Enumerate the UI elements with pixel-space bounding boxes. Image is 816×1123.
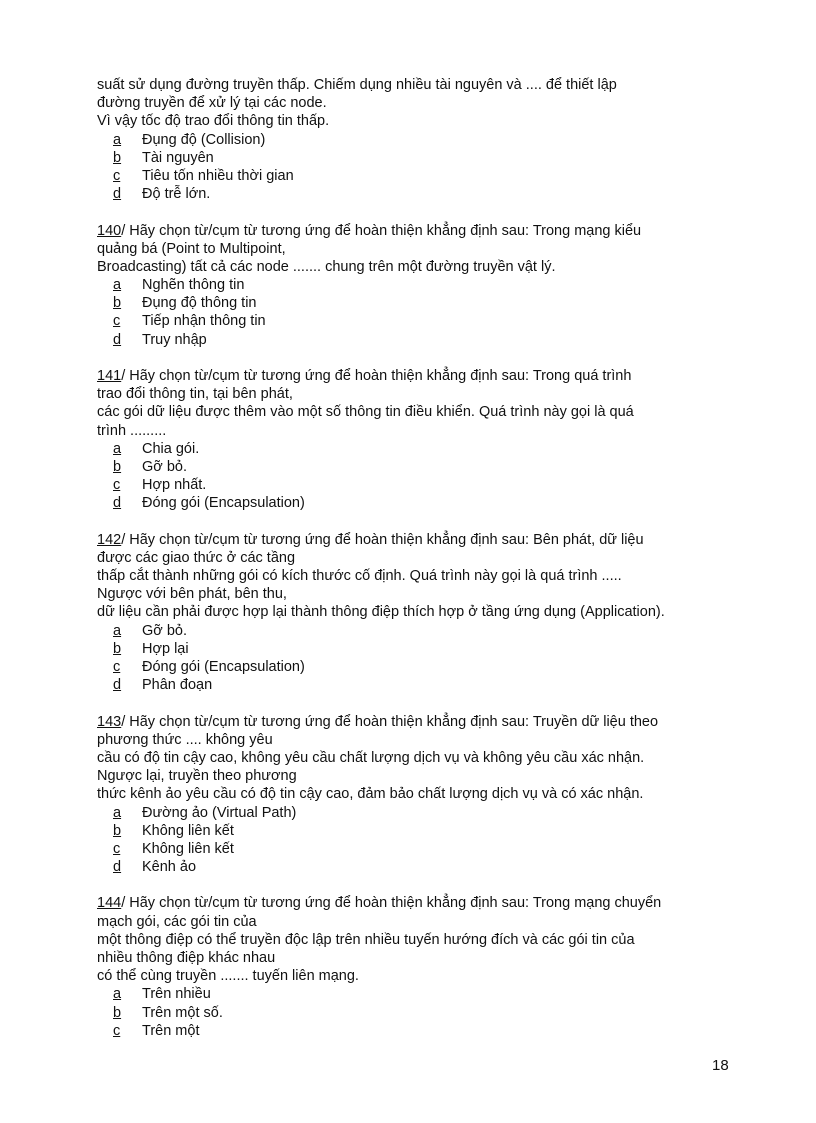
answer-option-b [97, 149, 737, 167]
answer-option-d [97, 676, 737, 694]
question-text: / Hãy chọn từ/cụm từ tương ứng để hoàn thiện khẳng định sau: Trong mạng kiểu [121, 222, 642, 239]
question-text-line: Vì vậy tốc độ trao đổi thông tin thấp. [97, 113, 330, 130]
option-text: Đóng gói (Encapsulation) [142, 495, 305, 512]
option-letter: b [113, 458, 122, 475]
option-text: Hợp lại [142, 640, 189, 657]
option-letter: b [113, 640, 122, 657]
option-letter: b [113, 149, 122, 166]
question-text-line [97, 531, 737, 549]
question-142 [97, 531, 737, 695]
question-text-line: quảng bá (Point to Multipoint, [97, 240, 286, 257]
question-text-line: nhiều thông điệp khác nhau [97, 950, 276, 966]
option-letter: c [113, 1022, 121, 1039]
question-number: 140 [97, 222, 122, 239]
question-143 [97, 713, 737, 877]
answer-option-d [97, 858, 737, 876]
question-141 [97, 367, 737, 513]
answer-option-d [97, 494, 737, 512]
document-page [97, 76, 737, 1058]
option-text: Gỡ bỏ. [142, 458, 187, 475]
option-letter: a [113, 622, 122, 639]
question-text-line: mạch gói, các gói tin của [97, 913, 257, 930]
question-number: 144 [97, 895, 122, 912]
question-140 [97, 222, 737, 349]
answer-option-d [97, 185, 737, 203]
answer-option-a [97, 276, 737, 294]
option-letter: c [113, 659, 121, 675]
option-letter: a [113, 804, 122, 821]
option-letter: b [113, 295, 122, 312]
answer-option-c [97, 840, 737, 858]
option-text: Đụng độ thông tin [142, 295, 257, 312]
option-text: Đóng gói (Encapsulation) [142, 659, 305, 675]
question-text-line: dữ liệu cần phải được hợp lại thành thông điệp thích hợp ở tầng ứng dụng (Application). [97, 604, 665, 621]
question-text-line: suất sử dụng đường truyền thấp. Chiếm dụng nhiều tài nguyên và .... để thiết lập [97, 77, 617, 93]
option-text: Trên nhiều [142, 986, 211, 1003]
option-letter: c [113, 167, 121, 184]
question-text-line [97, 713, 737, 731]
option-letter: a [113, 440, 122, 457]
answer-option-c [97, 167, 737, 185]
answer-option-b [97, 822, 737, 840]
option-text: Không liên kết [142, 840, 234, 857]
question-text-line: phương thức .... không yêu [97, 731, 273, 748]
question-text: / Hãy chọn từ/cụm từ tương ứng để hoàn thiện khẳng định sau: Bên phát, dữ liệu [121, 531, 644, 548]
answer-option-c [97, 476, 737, 494]
answer-option-b [97, 1004, 737, 1022]
question-text-line: thấp cắt thành những gói có kích thước cố định. Quá trình này gọi là quá trình ..... [97, 568, 622, 585]
option-letter: c [113, 313, 121, 330]
option-letter: d [113, 677, 122, 694]
option-text: Đường ảo (Virtual Path) [142, 804, 297, 821]
option-letter: b [113, 822, 122, 839]
answer-option-a [97, 440, 737, 458]
question-number: 143 [97, 713, 122, 730]
option-letter: d [113, 186, 122, 203]
option-letter: a [113, 277, 122, 294]
question-text-line: các gói dữ liệu được thêm vào một số thông tin điều khiển. Quá trình này gọi là quá [97, 404, 634, 421]
answer-option-d [97, 331, 737, 349]
question-text-line: trình ......... [97, 422, 167, 439]
option-text: Nghẽn thông tin [142, 277, 245, 294]
question-text-line: thức kênh ảo yêu cầu có độ tin cậy cao, đảm bảo chất lượng dịch vụ và có xác nhận. [97, 786, 644, 803]
answer-option-a [97, 804, 737, 822]
question-text-line: được các giao thức ở các tầng [97, 549, 296, 566]
option-letter: d [113, 859, 122, 876]
question-text-line: Ngược lại, truyền theo phương [97, 768, 297, 785]
option-text: Độ trễ lớn. [142, 186, 211, 203]
page-number: 18 [712, 1057, 729, 1074]
option-text: Đụng độ (Collision) [142, 131, 266, 148]
answer-option-a [97, 131, 737, 149]
option-text: Không liên kết [142, 822, 234, 839]
answer-option-c [97, 312, 737, 330]
question-text-line: cầu có độ tin cậy cao, không yêu cầu chất lượng dịch vụ và không yêu cầu xác nhận. [97, 749, 645, 766]
option-letter: c [113, 477, 121, 494]
option-letter: a [113, 986, 122, 1003]
question-text: / Hãy chọn từ/cụm từ tương ứng để hoàn thiện khẳng định sau: Trong mạng chuyển [121, 895, 662, 912]
option-letter: b [113, 1004, 122, 1021]
option-text: Tài nguyên [142, 149, 214, 166]
answer-option-a [97, 622, 737, 640]
option-text: Tiếp nhận thông tin [142, 313, 266, 330]
question-text-line [97, 222, 737, 240]
answer-option-b [97, 640, 737, 658]
option-text: Tiêu tốn nhiều thời gian [142, 167, 294, 184]
question-number: 142 [97, 531, 122, 548]
question-text-line [97, 894, 737, 912]
question-text: / Hãy chọn từ/cụm từ tương ứng để hoàn thiện khẳng định sau: Trong quá trình [121, 368, 632, 384]
option-text: Kênh ảo [142, 859, 197, 876]
question-text: / Hãy chọn từ/cụm từ tương ứng để hoàn thiện khẳng định sau: Truyền dữ liệu theo [121, 713, 659, 730]
option-letter: c [113, 840, 121, 857]
question-text-line [97, 367, 737, 385]
option-text: Chia gói. [142, 440, 200, 457]
option-text: Trên một [142, 1022, 200, 1039]
option-letter: a [113, 131, 122, 148]
question-text-line: có thể cùng truyền ....... tuyến liên mạng. [97, 968, 359, 985]
question-continued [97, 76, 737, 203]
question-text-line: đường truyền để xử lý tại các node. [97, 95, 327, 112]
answer-option-b [97, 458, 737, 476]
option-text: Gỡ bỏ. [142, 622, 187, 639]
answer-option-c [97, 658, 737, 676]
answer-option-b [97, 294, 737, 312]
answer-option-c [97, 1022, 737, 1040]
option-letter: d [113, 495, 122, 512]
option-text: Hợp nhất. [142, 477, 207, 494]
option-letter: d [113, 331, 122, 348]
question-text-line: Broadcasting) tất cả các node ....... chung trên một đường truyền vật lý. [97, 258, 556, 275]
option-text: Truy nhập [142, 331, 207, 348]
question-text-line: trao đổi thông tin, tại bên phát, [97, 386, 293, 403]
question-144 [97, 894, 737, 1040]
question-text-line: một thông điệp có thể truyền độc lập trên nhiều tuyến hướng đích và các gói tin của [97, 931, 635, 948]
option-text: Trên một số. [142, 1004, 223, 1021]
answer-option-a [97, 985, 737, 1003]
question-text-line: Ngược với bên phát, bên thu, [97, 586, 287, 603]
question-number: 141 [97, 368, 122, 384]
option-text: Phân đoạn [142, 677, 213, 694]
